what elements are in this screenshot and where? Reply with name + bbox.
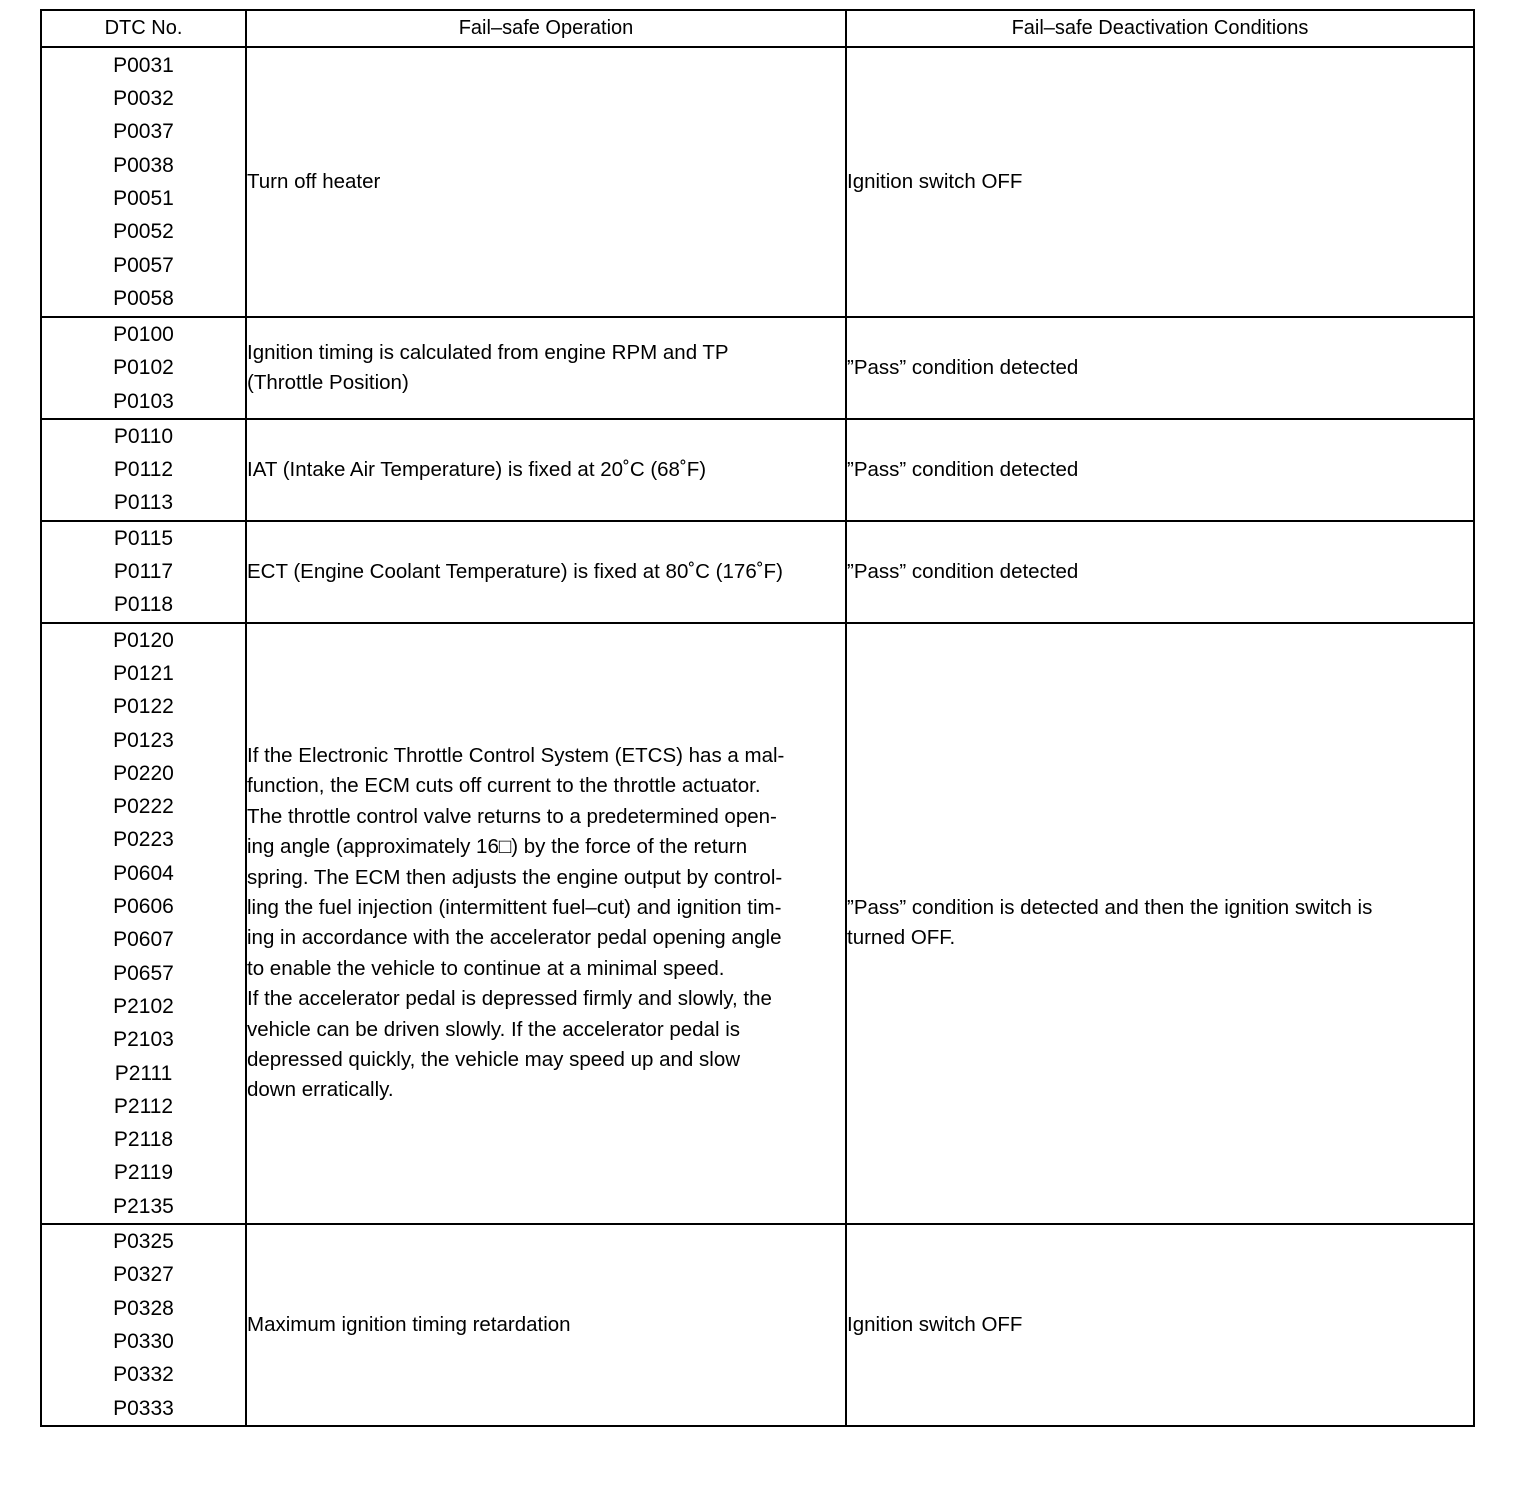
dtc-code: P0102 bbox=[113, 356, 174, 380]
dtc-code-list bbox=[41, 317, 246, 419]
deactivation-condition-text: Ignition switch OFF bbox=[847, 1312, 1023, 1336]
dtc-code: P2112 bbox=[113, 1094, 174, 1118]
fail-safe-operation-cell bbox=[246, 1224, 846, 1426]
dtc-code: P2118 bbox=[113, 1128, 174, 1152]
dtc-code: P0222 bbox=[113, 795, 174, 819]
dtc-code: P0223 bbox=[113, 828, 174, 852]
dtc-code: P0052 bbox=[113, 220, 174, 244]
deactivation-condition-cell bbox=[846, 521, 1474, 623]
fail-safe-operation-cell bbox=[246, 419, 846, 521]
fail-safe-table bbox=[40, 9, 1475, 1427]
header-dtc-no: DTC No. bbox=[41, 10, 246, 47]
dtc-code-list bbox=[41, 1224, 246, 1426]
dtc-code: P2119 bbox=[113, 1161, 174, 1185]
fail-safe-operation-text: IAT (Intake Air Temperature) is fixed at 20˚C (68˚F) bbox=[247, 457, 707, 481]
dtc-code: P0112 bbox=[113, 458, 174, 482]
dtc-code: P0607 bbox=[113, 928, 174, 952]
dtc-code: P2111 bbox=[114, 1061, 173, 1085]
dtc-code: P0606 bbox=[113, 895, 174, 919]
dtc-code: P2102 bbox=[113, 994, 174, 1018]
fail-safe-operation-text: Maximum ignition timing retardation bbox=[247, 1312, 571, 1336]
dtc-code: P0122 bbox=[113, 695, 174, 719]
dtc-code-list bbox=[41, 47, 246, 317]
fail-safe-operation-text: ECT (Engine Coolant Temperature) is fixed at 80˚C (176˚F) bbox=[247, 559, 783, 583]
header-row bbox=[41, 10, 1474, 47]
dtc-code: P0115 bbox=[113, 526, 174, 550]
header-deactivation-conditions: Fail–safe Deactivation Conditions bbox=[846, 10, 1474, 47]
fail-safe-operation-cell bbox=[246, 317, 846, 419]
deactivation-condition-cell bbox=[846, 1224, 1474, 1426]
dtc-code: P0121 bbox=[113, 661, 174, 685]
table-row bbox=[41, 419, 1474, 521]
dtc-code: P0604 bbox=[113, 861, 174, 885]
dtc-code: P0333 bbox=[113, 1396, 174, 1420]
dtc-code: P0118 bbox=[113, 593, 174, 617]
dtc-code: P0032 bbox=[113, 87, 174, 111]
dtc-code: P2135 bbox=[113, 1194, 174, 1218]
deactivation-condition-cell bbox=[846, 623, 1474, 1224]
deactivation-condition-cell bbox=[846, 317, 1474, 419]
table-row bbox=[41, 1224, 1474, 1426]
fail-safe-operation-text: Ignition timing is calculated from engine RPM and TP (Throttle Position) bbox=[247, 340, 729, 394]
dtc-code-list bbox=[41, 521, 246, 623]
fail-safe-operation-cell bbox=[246, 623, 846, 1224]
dtc-code: P0327 bbox=[113, 1263, 174, 1287]
dtc-code: P0058 bbox=[113, 286, 174, 310]
fail-safe-operation-text: Turn off heater bbox=[247, 169, 381, 193]
dtc-code: P0031 bbox=[113, 53, 174, 77]
dtc-code: P0120 bbox=[113, 628, 174, 652]
dtc-code: P0117 bbox=[113, 560, 174, 584]
dtc-code: P0110 bbox=[113, 424, 174, 448]
dtc-code: P0220 bbox=[113, 761, 174, 785]
deactivation-condition-cell bbox=[846, 419, 1474, 521]
deactivation-condition-text: Ignition switch OFF bbox=[847, 169, 1023, 193]
dtc-code: P0325 bbox=[113, 1230, 174, 1254]
fail-safe-operation-cell bbox=[246, 521, 846, 623]
dtc-code: P0328 bbox=[113, 1296, 174, 1320]
dtc-code: P0038 bbox=[113, 153, 174, 177]
fail-safe-operation-cell bbox=[246, 47, 846, 317]
dtc-code: P0051 bbox=[113, 187, 174, 210]
deactivation-condition-text: ”Pass” condition detected bbox=[847, 355, 1079, 379]
table-row bbox=[41, 317, 1474, 419]
header-fail-safe-operation: Fail–safe Operation bbox=[246, 10, 846, 47]
dtc-code: P0100 bbox=[113, 323, 174, 346]
deactivation-condition-cell bbox=[846, 47, 1474, 317]
dtc-code-list bbox=[41, 623, 246, 1224]
dtc-code: P0123 bbox=[113, 728, 174, 752]
table-row bbox=[41, 47, 1474, 317]
dtc-code: P0332 bbox=[113, 1363, 174, 1387]
dtc-code: P0113 bbox=[113, 491, 174, 515]
dtc-code-list bbox=[41, 419, 246, 521]
deactivation-condition-text: ”Pass” condition is detected and then the ignition switch is turned OFF. bbox=[847, 895, 1373, 950]
dtc-code: P2103 bbox=[113, 1028, 174, 1052]
deactivation-condition-text: ”Pass” condition detected bbox=[847, 559, 1079, 583]
dtc-code: P0057 bbox=[113, 253, 174, 277]
dtc-code: P0037 bbox=[113, 120, 174, 144]
dtc-code: P0657 bbox=[113, 961, 174, 985]
dtc-code: P0103 bbox=[113, 389, 174, 413]
table-row bbox=[41, 623, 1474, 1224]
fail-safe-operation-text: If the Electronic Throttle Control System (ETCS) has a mal- function, the ECM cuts off current to the throttle actuator. The throttle control valve returns to a predetermined open- ing angle (approximately 16□) by the force of the return spring. The ECM then adjusts the engine output by control- ling the fuel injection (intermittent fuel–cut) and ignition tim- ing in accordance with the accelerator pedal opening angle to enable the vehicle to continue at a minimal speed. If the accelerator pedal is depressed firmly and slowly, the vehicle can be driven slowly. If the accelerator pedal is depressed quickly, the vehicle may speed up and slow down erratically. bbox=[247, 743, 785, 1102]
dtc-code: P0330 bbox=[113, 1329, 174, 1353]
deactivation-condition-text: ”Pass” condition detected bbox=[847, 457, 1079, 481]
table-row bbox=[41, 521, 1474, 623]
